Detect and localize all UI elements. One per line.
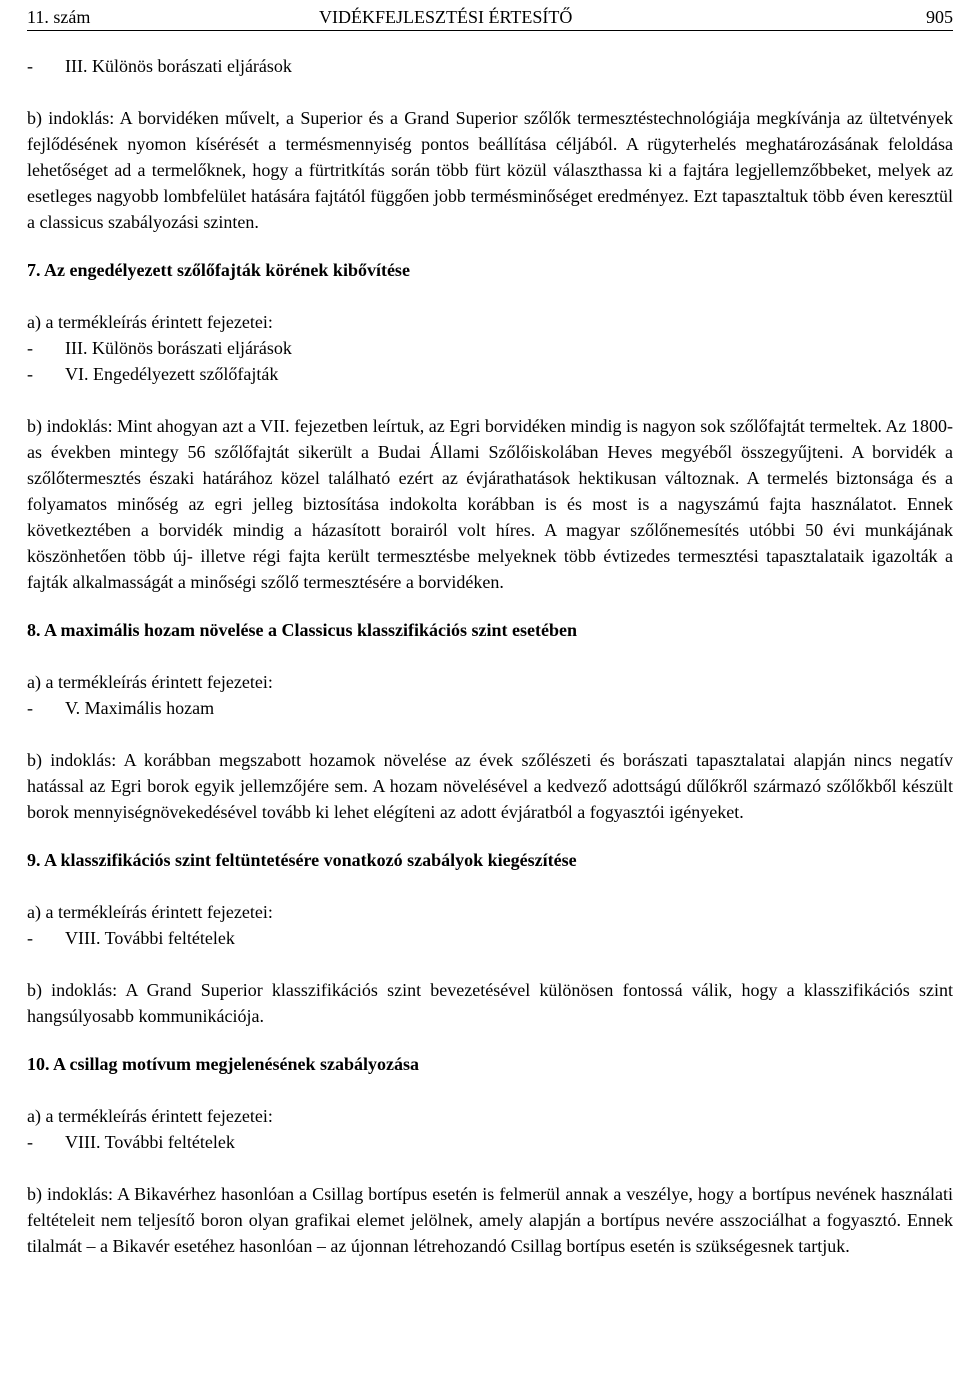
section-heading: 7. Az engedélyezett szőlőfajták körének kibővítése [27, 260, 410, 280]
document-body [27, 53, 953, 1259]
chapter-item: - III. Különös borászati eljárások [27, 338, 292, 358]
section-heading: 10. A csillag motívum megjelenésének szabályozása [27, 1054, 419, 1074]
document-page [27, 0, 953, 1259]
chapter-item: - VI. Engedélyezett szőlőfajták [27, 364, 279, 384]
chapter-item: - V. Maximális hozam [27, 698, 215, 718]
chapter-item: - VIII. További feltételek [27, 1132, 235, 1152]
justification-paragraph: b) indoklás: Mint ahogyan azt a VII. fejezetben leírtuk, az Egri borvidéken mindig is nagyon sok szőlőfajtát termeltek. Az 1800-as években mintegy 56 szőlőfajtát sikerült a Budai Állami Szőlőiskolában Heves megyéből összegyűjteni. A borvidék a szőlőtermesztés északi határához közel található ezért az évjárathatások hektikusan változnak. A termelés biztonsága és a folyamatos minőség az egri jelleg biztosítása indokolta korábban is és most is a nagyszámú fajta használatot. Ennek következtében a borvidék mindig a házasított borairól volt híres. A magyar szőlőnemesítés utóbbi 50 évi munkájának köszönhetően több új- illetve régi fajta került termesztésbe melyeknek több évtizedes termesztési tapasztalataik igazolták a fajták alkalmasságát a minőségi szőlő termesztésére a borvidéken. [27, 416, 953, 592]
publication-title: VIDÉKFEJLESZTÉSI ÉRTESÍTŐ [319, 7, 573, 27]
chapter-item: - VIII. További feltételek [27, 928, 235, 948]
chapters-label: a) a termékleírás érintett fejezetei: [27, 312, 273, 332]
page-number: 905 [926, 7, 953, 27]
chapters-label: a) a termékleírás érintett fejezetei: [27, 902, 273, 922]
chapter-item: - III. Különös borászati eljárások [27, 56, 292, 76]
justification-paragraph: b) indoklás: A Grand Superior klasszifikációs szint bevezetésével különösen fontossá válik, hogy a klasszifikációs szint hangsúlyosabb kommunikációja. [27, 980, 953, 1026]
section-heading: 8. A maximális hozam növelése a Classicus klasszifikációs szint esetében [27, 620, 577, 640]
issue-number: 11. szám [27, 7, 91, 27]
justification-paragraph: b) indoklás: A borvidéken művelt, a Superior és a Grand Superior szőlők termesztéstechnológiája megkívánja az ültetvények fejlődésének nyomon kísérését a termésmennyiség pontos beállítása céljából. A rügyterhelés meghatározásának feloldása lehetőséget ad a termelőknek, hogy a fürtritkítás során több fürt közül választhassa ki a fajtára legjellemzőbbeket, melyek az esetleges nagyobb lombfelület hatására fajtától függően jobb termésminőséget eredményez. Ezt tapasztaltuk több éven keresztül a classicus szabályozási szinten. [27, 108, 953, 232]
justification-paragraph: b) indoklás: A Bikavérhez hasonlóan a Csillag bortípus esetén is felmerül annak a veszélye, hogy a bortípus nevének használati feltételeit nem teljesítő boron olyan grafikai elemet jelölnek, amely alapján a bortípus nevére asszociálhat a fogyasztó. Ennek tilalmát – a Bikavér esetéhez hasonlóan – az újonnan létrehozandó Csillag bortípus esetén is szükségesnek tartjuk. [27, 1184, 953, 1256]
section-heading: 9. A klasszifikációs szint feltüntetésére vonatkozó szabályok kiegészítése [27, 850, 577, 870]
chapters-label: a) a termékleírás érintett fejezetei: [27, 672, 273, 692]
page-header [27, 0, 953, 31]
justification-paragraph: b) indoklás: A korábban megszabott hozamok növelése az évek szőlészeti és borászati tapasztalatai alapján nincs negatív hatással az Egri borok egyik jellemzőjére sem. A hozam növelésével a kedvező adottságú dűlőkről származó szőlőkből készült borok mennyiségnövekedésével tovább ki lehet elégíteni az adott évjáratból a fogyasztói igényeket. [27, 750, 953, 822]
chapters-label: a) a termékleírás érintett fejezetei: [27, 1106, 273, 1126]
